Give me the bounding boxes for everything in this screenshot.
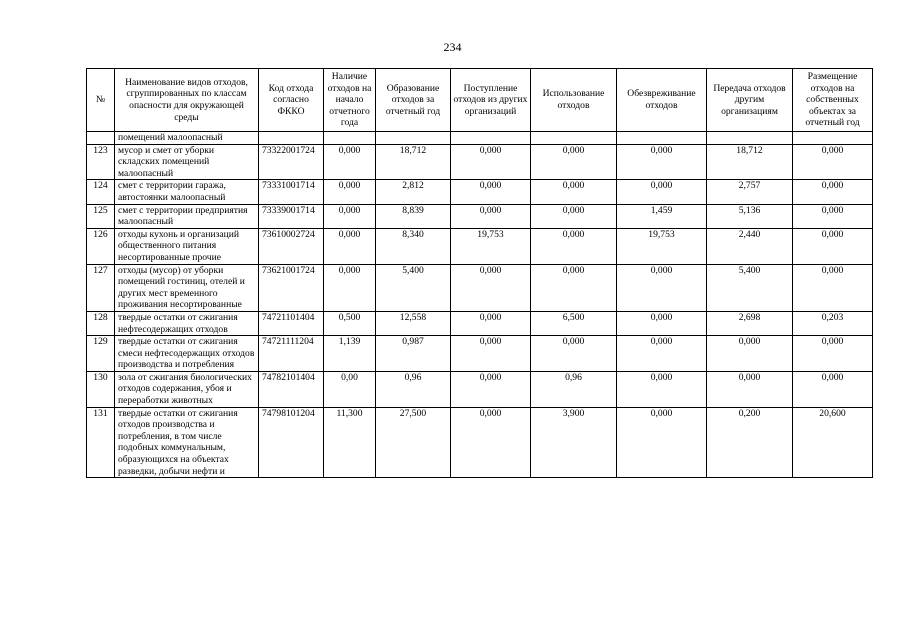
cell-transferred: 0,200 <box>707 407 793 478</box>
cell-name: отходы кухонь и организаций общественного питания несортированные прочие <box>115 228 259 264</box>
cell-neutralized: 0,000 <box>617 371 707 407</box>
cell-placed: 0,000 <box>793 228 873 264</box>
cell-name: твердые остатки от сжигания смеси нефтесодержащих отходов производства и потребления <box>115 336 259 372</box>
table-row <box>87 407 873 478</box>
cell-received <box>451 132 531 145</box>
cell-name: отходы (мусор) от уборки помещений гостиниц, отелей и других мест временного проживания несортированные <box>115 264 259 311</box>
cell-placed: 0,203 <box>793 311 873 335</box>
cell-code: 73339001714 <box>259 204 324 228</box>
cell-formed: 5,400 <box>376 264 451 311</box>
column-header-num: № <box>87 69 115 132</box>
cell-used: 0,96 <box>531 371 617 407</box>
cell-start: 0,000 <box>324 228 376 264</box>
column-header-placed: Размещение отходов на собственных объектах за отчетный год <box>793 69 873 132</box>
cell-received: 0,000 <box>451 144 531 180</box>
cell-received: 0,000 <box>451 407 531 478</box>
cell-num: 131 <box>87 407 115 478</box>
cell-used: 0,000 <box>531 144 617 180</box>
cell-num: 126 <box>87 228 115 264</box>
table-row <box>87 336 873 372</box>
cell-used <box>531 132 617 145</box>
cell-start: 0,000 <box>324 180 376 204</box>
column-header-transferred: Передача отходов другим организациям <box>707 69 793 132</box>
cell-placed: 20,600 <box>793 407 873 478</box>
cell-formed: 12,558 <box>376 311 451 335</box>
cell-received: 19,753 <box>451 228 531 264</box>
column-header-code: Код отхода согласно ФККО <box>259 69 324 132</box>
cell-start: 1,139 <box>324 336 376 372</box>
cell-start: 0,000 <box>324 264 376 311</box>
cell-start: 0,500 <box>324 311 376 335</box>
cell-formed: 18,712 <box>376 144 451 180</box>
cell-received: 0,000 <box>451 311 531 335</box>
cell-code <box>259 132 324 145</box>
cell-placed <box>793 132 873 145</box>
cell-num: 127 <box>87 264 115 311</box>
cell-received: 0,000 <box>451 264 531 311</box>
column-header-formed: Образование отходов за отчетный год <box>376 69 451 132</box>
cell-transferred <box>707 132 793 145</box>
cell-transferred: 0,000 <box>707 371 793 407</box>
cell-used: 0,000 <box>531 204 617 228</box>
cell-code: 74721101404 <box>259 311 324 335</box>
cell-transferred: 5,136 <box>707 204 793 228</box>
cell-num <box>87 132 115 145</box>
cell-neutralized: 0,000 <box>617 144 707 180</box>
cell-transferred: 5,400 <box>707 264 793 311</box>
cell-formed: 0,96 <box>376 371 451 407</box>
table-row <box>87 311 873 335</box>
cell-used: 0,000 <box>531 264 617 311</box>
cell-used: 3,900 <box>531 407 617 478</box>
cell-neutralized: 19,753 <box>617 228 707 264</box>
cell-formed: 2,812 <box>376 180 451 204</box>
cell-used: 0,000 <box>531 180 617 204</box>
cell-neutralized: 0,000 <box>617 311 707 335</box>
column-header-start: Наличие отходов на начало отчетного года <box>324 69 376 132</box>
cell-start: 0,000 <box>324 204 376 228</box>
cell-neutralized <box>617 132 707 145</box>
cell-neutralized: 0,000 <box>617 407 707 478</box>
cell-received: 0,000 <box>451 371 531 407</box>
cell-num: 125 <box>87 204 115 228</box>
cell-neutralized: 0,000 <box>617 264 707 311</box>
cell-formed: 0,987 <box>376 336 451 372</box>
table-row <box>87 228 873 264</box>
cell-num: 128 <box>87 311 115 335</box>
table-row <box>87 144 873 180</box>
cell-transferred: 2,757 <box>707 180 793 204</box>
cell-code: 74782101404 <box>259 371 324 407</box>
cell-formed: 8,340 <box>376 228 451 264</box>
cell-name: твердые остатки от сжигания отходов производства и потребления, в том числе подобных коммунальным, образующихся на объектах разведки, добычи нефти и <box>115 407 259 478</box>
cell-placed: 0,000 <box>793 336 873 372</box>
cell-num: 129 <box>87 336 115 372</box>
cell-neutralized: 0,000 <box>617 180 707 204</box>
cell-name: помещений малоопасный <box>115 132 259 145</box>
cell-name: твердые остатки от сжигания нефтесодержащих отходов <box>115 311 259 335</box>
cell-code: 73610002724 <box>259 228 324 264</box>
cell-placed: 0,000 <box>793 371 873 407</box>
cell-transferred: 2,698 <box>707 311 793 335</box>
cell-used: 0,000 <box>531 228 617 264</box>
cell-code: 74798101204 <box>259 407 324 478</box>
table-row <box>87 371 873 407</box>
table-row <box>87 180 873 204</box>
cell-formed <box>376 132 451 145</box>
cell-start: 0,000 <box>324 144 376 180</box>
table-header-row <box>87 69 873 132</box>
cell-received: 0,000 <box>451 204 531 228</box>
cell-num: 124 <box>87 180 115 204</box>
cell-name: смет с территории предприятия малоопасный <box>115 204 259 228</box>
cell-used: 0,000 <box>531 336 617 372</box>
cell-name: мусор и смет от уборки складских помещений малоопасный <box>115 144 259 180</box>
column-header-used: Использование отходов <box>531 69 617 132</box>
page-number: 234 <box>443 40 462 54</box>
cell-code: 74721111204 <box>259 336 324 372</box>
cell-placed: 0,000 <box>793 144 873 180</box>
cell-formed: 8,839 <box>376 204 451 228</box>
cell-code: 73322001724 <box>259 144 324 180</box>
cell-num: 123 <box>87 144 115 180</box>
table-row <box>87 264 873 311</box>
cell-received: 0,000 <box>451 336 531 372</box>
cell-used: 6,500 <box>531 311 617 335</box>
table-row-continuation <box>87 132 873 145</box>
cell-code: 73331001714 <box>259 180 324 204</box>
table-row <box>87 204 873 228</box>
cell-placed: 0,000 <box>793 264 873 311</box>
cell-transferred: 0,000 <box>707 336 793 372</box>
cell-num: 130 <box>87 371 115 407</box>
column-header-received: Поступление отходов из других организаций <box>451 69 531 132</box>
cell-transferred: 18,712 <box>707 144 793 180</box>
column-header-name: Наименование видов отходов, сгруппированных по классам опасности для окружающей среды <box>115 69 259 132</box>
cell-transferred: 2,440 <box>707 228 793 264</box>
cell-start: 11,300 <box>324 407 376 478</box>
cell-formed: 27,500 <box>376 407 451 478</box>
cell-neutralized: 0,000 <box>617 336 707 372</box>
cell-placed: 0,000 <box>793 180 873 204</box>
cell-start <box>324 132 376 145</box>
cell-neutralized: 1,459 <box>617 204 707 228</box>
cell-start: 0,00 <box>324 371 376 407</box>
cell-placed: 0,000 <box>793 204 873 228</box>
cell-name: смет с территории гаража, автостоянки малоопасный <box>115 180 259 204</box>
cell-received: 0,000 <box>451 180 531 204</box>
waste-table <box>86 68 873 478</box>
column-header-neutralized: Обезвреживание отходов <box>617 69 707 132</box>
cell-name: зола от сжигания биологических отходов содержания, убоя и переработки животных <box>115 371 259 407</box>
cell-code: 73621001724 <box>259 264 324 311</box>
